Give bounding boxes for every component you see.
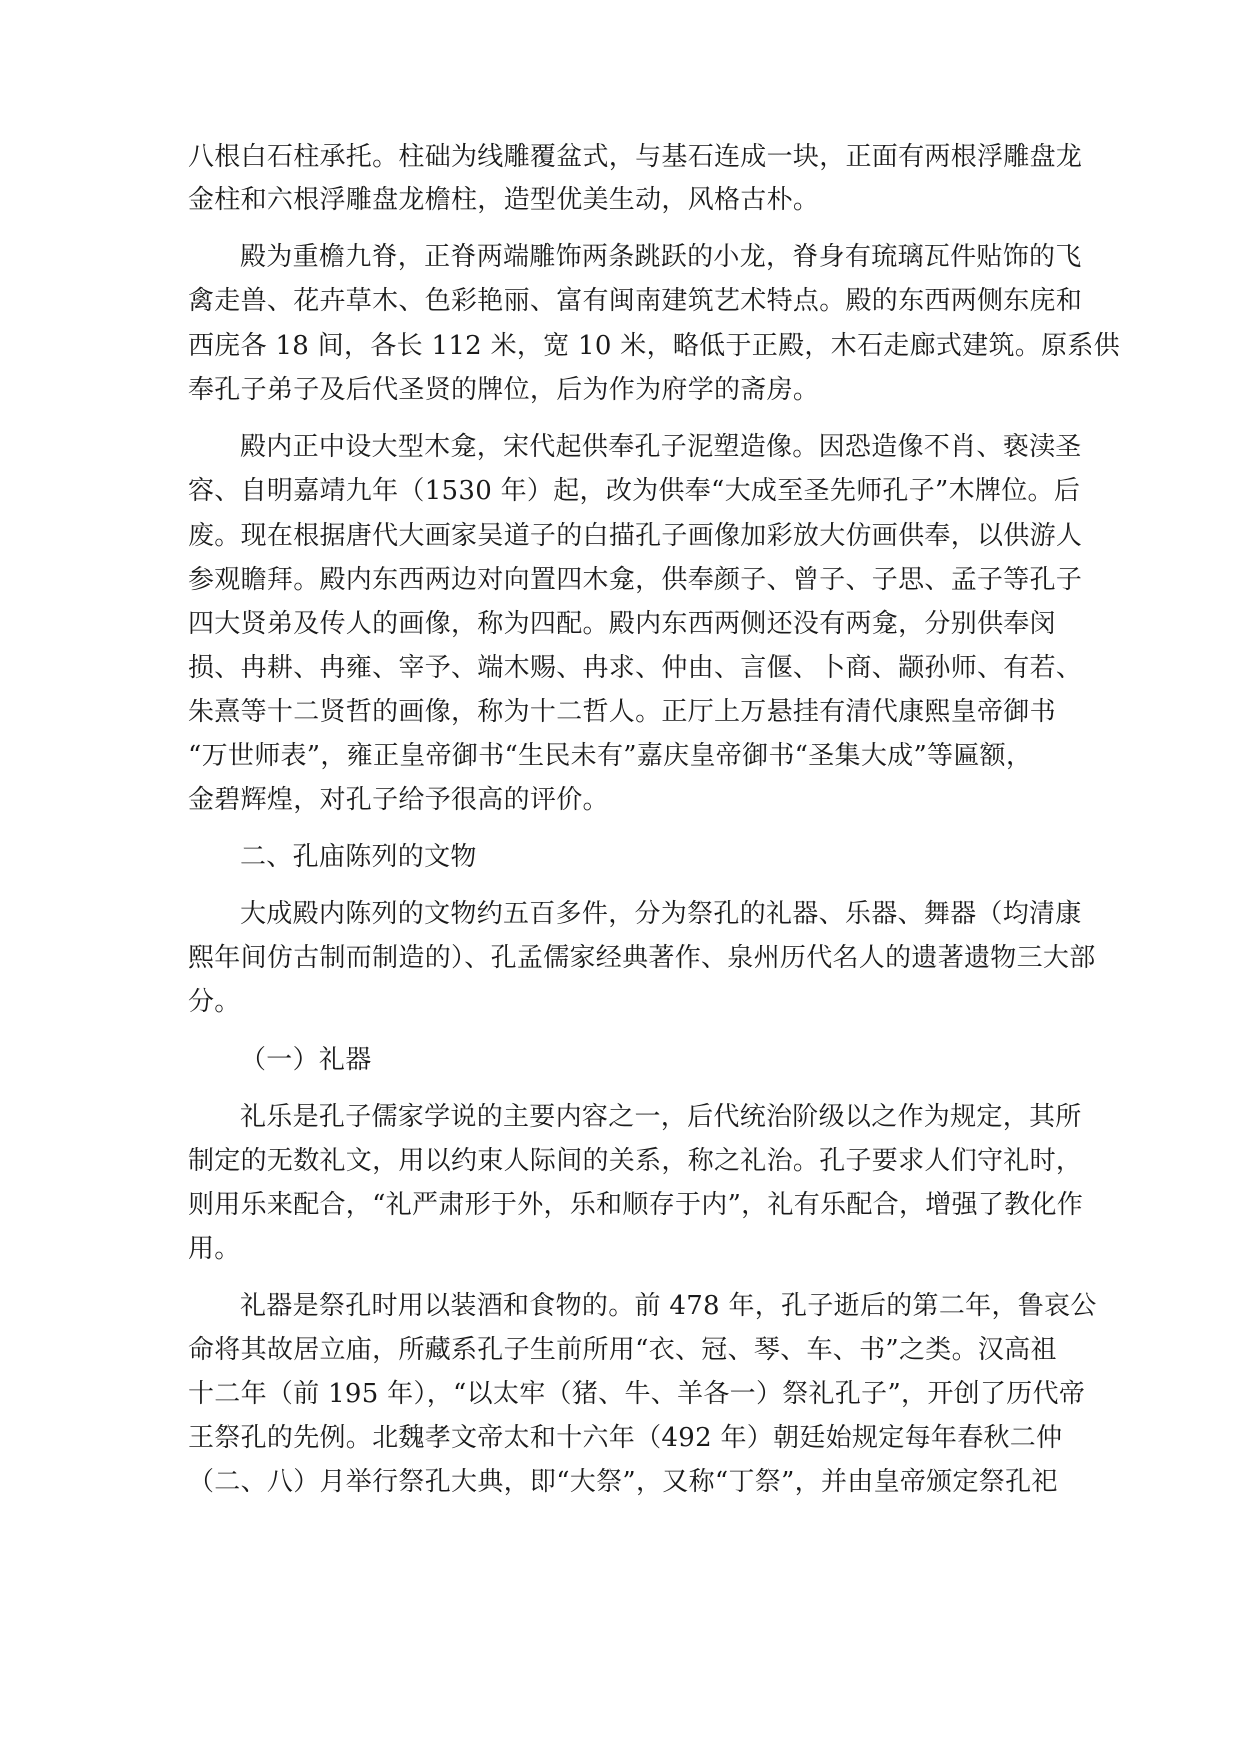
section-heading: 二、孔庙陈列的文物 <box>240 842 477 872</box>
text-line: 禽走兽、花卉草木、色彩艳丽、富有闽南建筑艺术特点。殿的东西两侧东庑和 <box>188 286 1083 316</box>
text-line: 制定的无数礼文，用以约束人际间的关系，称之礼治。孔子要求人们守礼时， <box>188 1146 1083 1176</box>
text-line: 则用乐来配合，“礼严肃形于外，乐和顺存于内”，礼有乐配合，增强了教化作 <box>188 1190 1084 1220</box>
text-line: 命将其故居立庙，所藏系孔子生前所用“衣、冠、琴、车、书”之类。汉高祖 <box>188 1335 1057 1365</box>
text-line: 容、自明嘉靖九年（1530 年）起，改为供奉“大成至圣先师孔子”木牌位。后 <box>188 476 1081 506</box>
text-line: 金碧辉煌，对孔子给予很高的评价。 <box>188 785 609 815</box>
paragraph-start-line: 殿为重檐九脊，正脊两端雕饰两条跳跃的小龙，脊身有琉璃瓦件贴饰的飞 <box>240 242 1082 272</box>
paragraph-start-line: 殿内正中设大型木龛，宋代起供奉孔子泥塑造像。因恐造像不肖、亵渎圣 <box>240 432 1082 462</box>
text-line: 奉孔子弟子及后代圣贤的牌位，后为作为府学的斋房。 <box>188 375 820 405</box>
text-line: 四大贤弟及传人的画像，称为四配。殿内东西两侧还没有两龛，分别供奉闵 <box>188 609 1056 639</box>
text-line: （二、八）月举行祭孔大典，即“大祭”，又称“丁祭”，并由皇帝颁定祭孔祀 <box>188 1467 1058 1497</box>
text-line: 分。 <box>188 987 241 1017</box>
text-line: “万世师表”，雍正皇帝御书“生民未有”嘉庆皇帝御书“圣集大成”等匾额， <box>188 741 1033 771</box>
text-line: 西庑各 18 间，各长 112 米，宽 10 米，略低于正殿，木石走廊式建筑。原系供 <box>188 331 1120 361</box>
text-line: 朱熹等十二贤哲的画像，称为十二哲人。正厅上万悬挂有清代康熙皇帝御书 <box>188 697 1056 727</box>
paragraph-start-line: 礼器是祭孔时用以装酒和食物的。前 478 年，孔子逝后的第二年，鲁哀公 <box>240 1291 1097 1321</box>
text-line: 用。 <box>188 1234 241 1264</box>
text-line: 十二年（前 195 年），“以太牢（猪、牛、羊各一）祭礼孔子”，开创了历代帝 <box>188 1379 1086 1409</box>
subsection-heading: （一）礼器 <box>240 1045 372 1075</box>
text-line: 八根白石柱承托。柱础为线雕覆盆式，与基石连成一块，正面有两根浮雕盘龙 <box>188 142 1083 172</box>
paragraph-start-line: 礼乐是孔子儒家学说的主要内容之一，后代统治阶级以之作为规定，其所 <box>240 1102 1082 1132</box>
text-line: 参观瞻拜。殿内东西两边对向置四木龛，供奉颜子、曾子、子思、孟子等孔子 <box>188 565 1083 595</box>
text-line: 金柱和六根浮雕盘龙檐柱，造型优美生动，风格古朴。 <box>188 185 820 215</box>
text-line: 损、冉耕、冉雍、宰予、端木赐、冉求、仲由、言偃、卜商、颛孙师、有若、 <box>188 653 1083 683</box>
paragraph-start-line: 大成殿内陈列的文物约五百多件，分为祭孔的礼器、乐器、舞器（均清康 <box>240 899 1082 929</box>
text-line: 废。现在根据唐代大画家吴道子的白描孔子画像加彩放大仿画供奉，以供游人 <box>188 521 1083 551</box>
text-line: 王祭孔的先例。北魏孝文帝太和十六年（492 年）朝廷始规定每年春秋二仲 <box>188 1423 1063 1453</box>
text-line: 熙年间仿古制而制造的）、孔孟儒家经典著作、泉州历代名人的遗著遗物三大部 <box>188 943 1096 973</box>
